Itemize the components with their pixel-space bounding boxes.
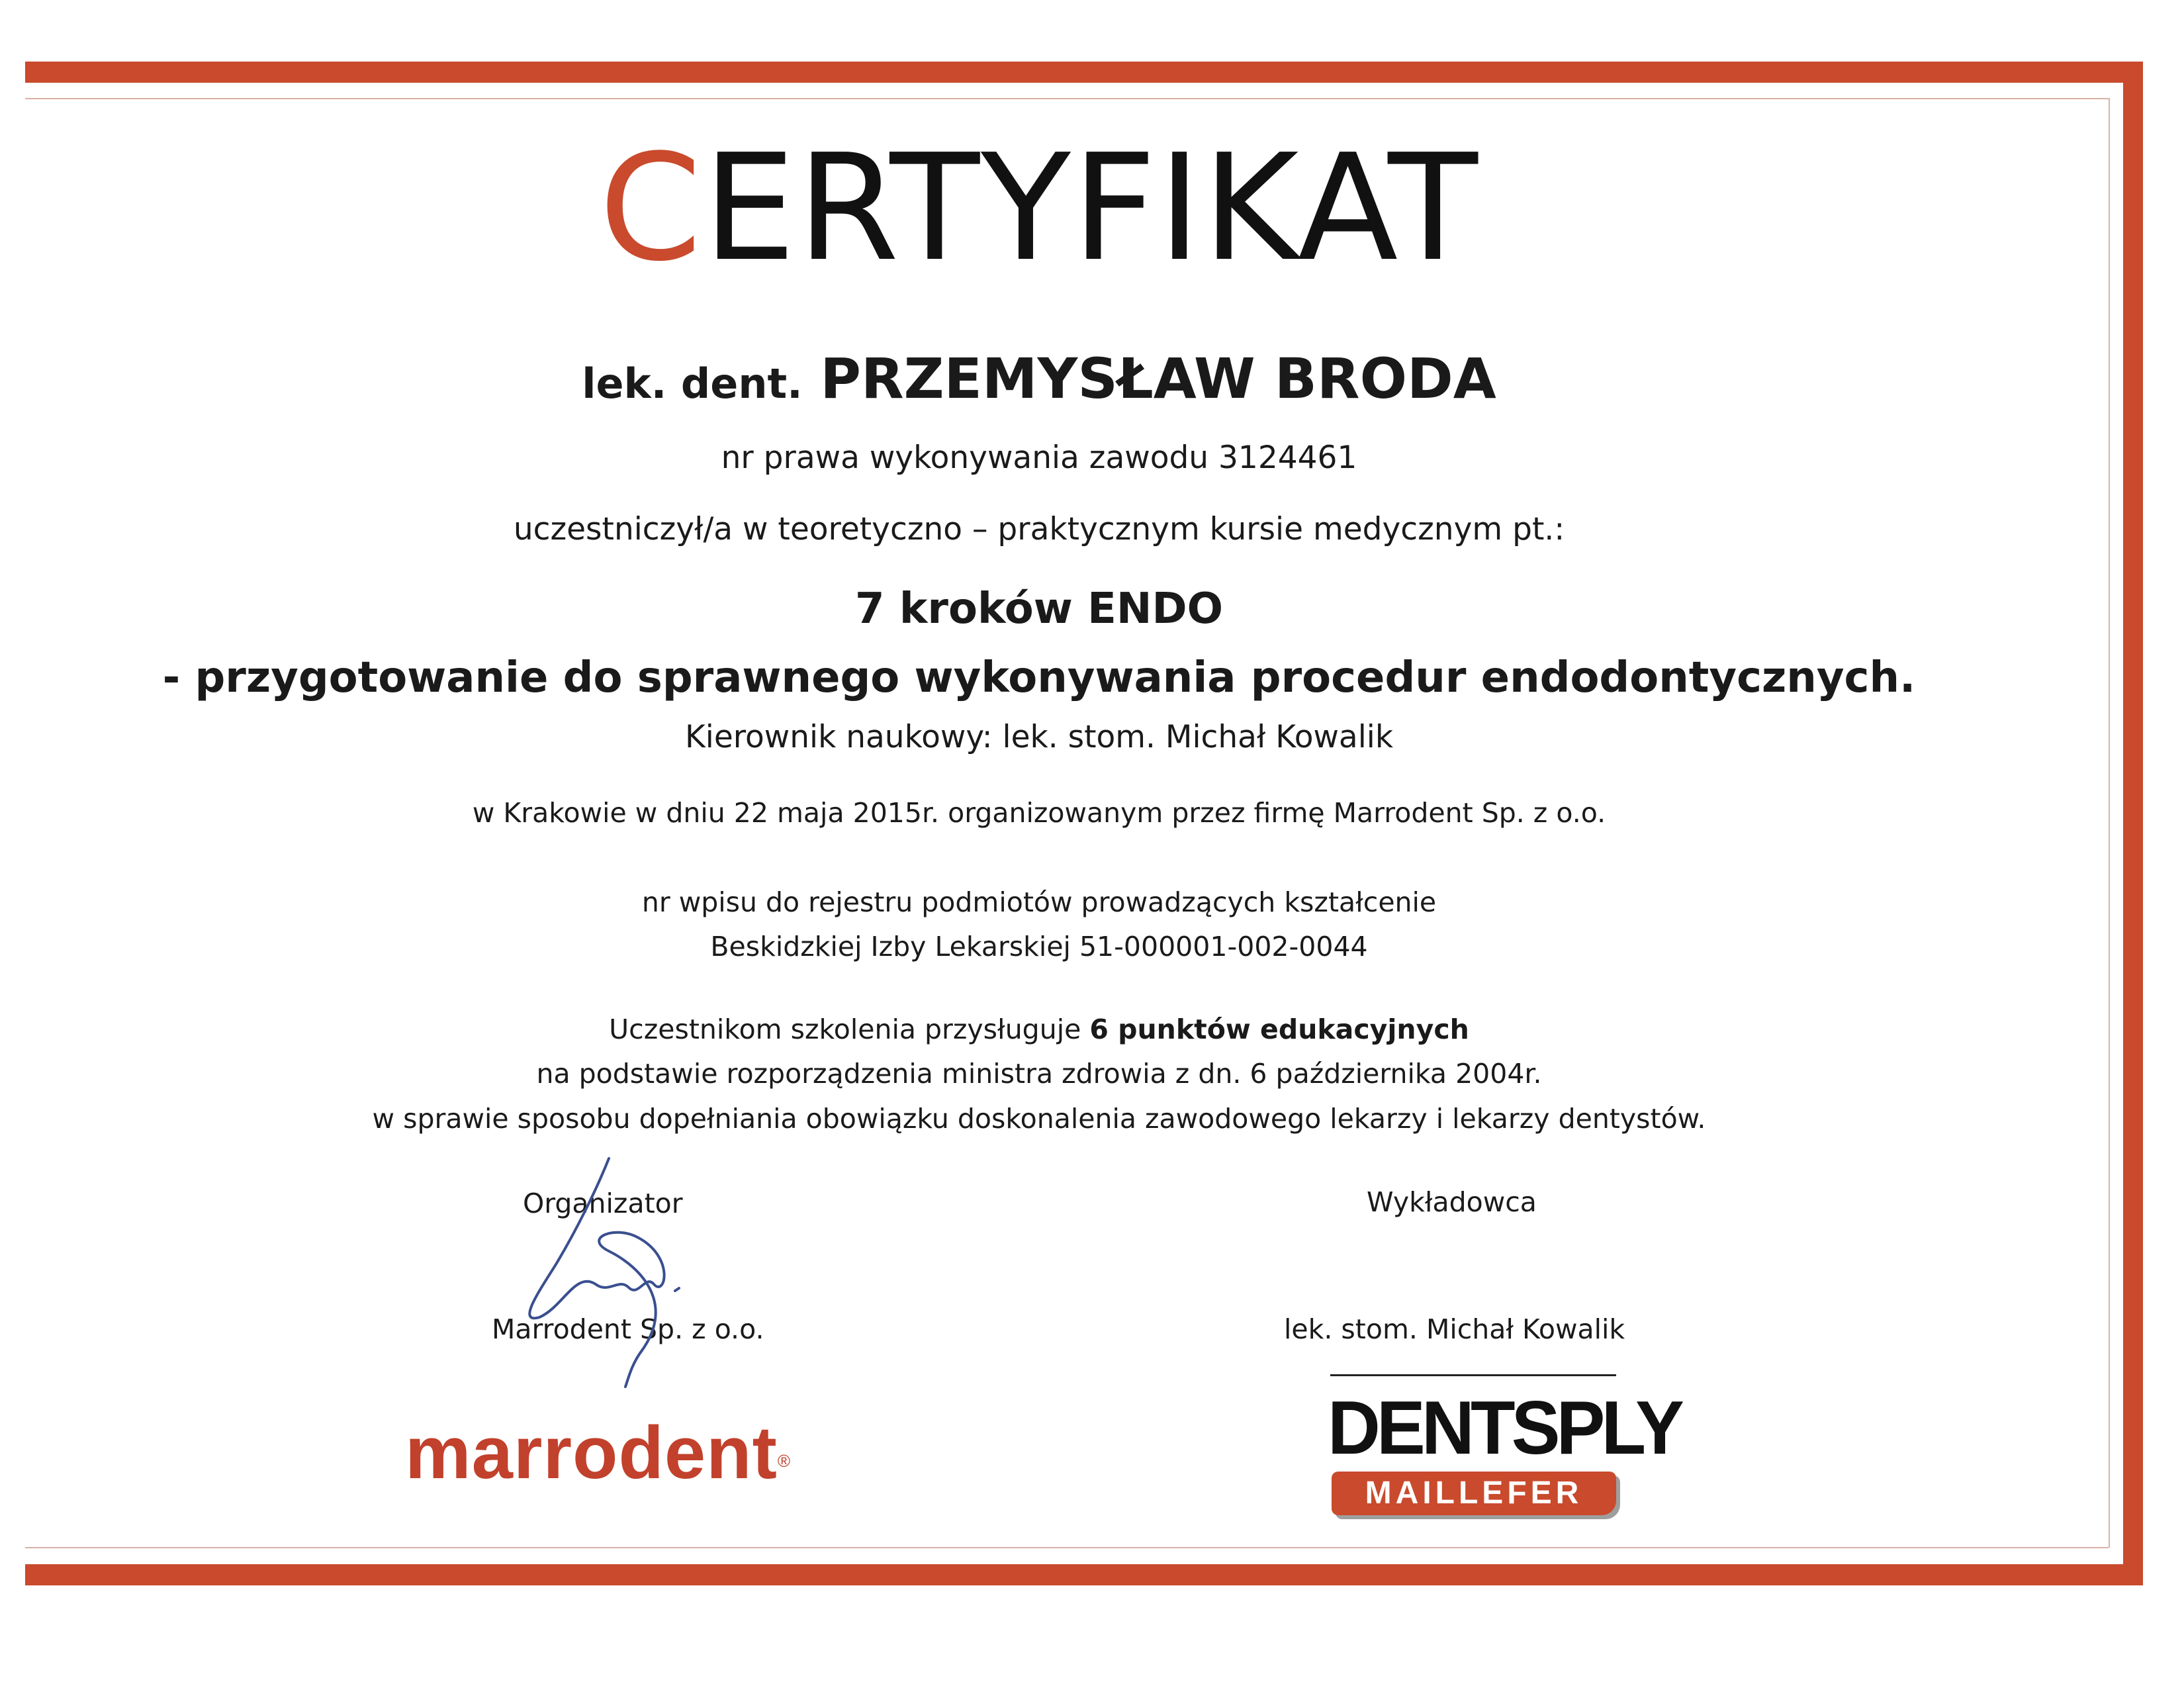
course-title: 7 kroków ENDO — [855, 585, 1223, 633]
title-first-letter: C — [599, 123, 704, 294]
place-date-line: w Krakowie w dniu 22 maja 2015r. organizowanym przez firmę Marrodent Sp. z o.o. — [472, 797, 1606, 829]
registered-mark: ® — [777, 1451, 792, 1471]
maillefer-logo: MAILLEFER — [1332, 1472, 1616, 1515]
certificate-title — [0, 123, 2078, 294]
license-line: nr prawa wykonywania zawodu 3124461 — [721, 440, 1357, 476]
participation-line: uczestniczył/a w teoretyczno – praktycznym kursie medycznym pt.: — [513, 511, 1565, 547]
organizer-signature — [477, 1152, 728, 1390]
organizer-company: Marrodent Sp. z o.o. — [492, 1313, 764, 1345]
recipient-line — [0, 344, 2078, 418]
frame-right-bar — [2123, 62, 2143, 1585]
lecturer-name: lek. stom. Michał Kowalik — [1284, 1313, 1625, 1345]
inner-frame-top — [25, 98, 2109, 99]
dentsply-logo: DENTSPLY — [1328, 1386, 1681, 1470]
scientific-head: Kierownik naukowy: lek. stom. Michał Kowalik — [684, 719, 1394, 755]
lecturer-signature-line — [1330, 1374, 1616, 1376]
organizer-label: Organizator — [523, 1188, 683, 1219]
points-line-1-text: Uczestnikom szkolenia przysługuje — [609, 1013, 1090, 1045]
inner-frame-right — [2109, 98, 2110, 1548]
frame-bottom-bar — [25, 1564, 2143, 1585]
registry-line-2: Beskidzkiej Izby Lekarskiej 51-000001-002-0044 — [710, 931, 1368, 962]
course-subtitle: - przygotowanie do sprawnego wykonywania procedur endodontycznych. — [162, 653, 1916, 702]
points-line-3: w sprawie sposobu dopełniania obowiązku doskonalenia zawodowego lekarzy i lekarzy dentystów. — [372, 1103, 1706, 1135]
title-rest: ERTYFIKAT — [703, 123, 1479, 294]
recipient-name: PRZEMYSŁAW BRODA — [820, 346, 1496, 411]
marrodent-logo-text: marrodent — [405, 1411, 778, 1494]
inner-frame-bottom — [25, 1547, 2109, 1548]
points-line-2: na podstawie rozporządzenia ministra zdrowia z dn. 6 października 2004r. — [536, 1058, 1542, 1090]
frame-top-bar — [25, 62, 2143, 83]
marrodent-logo — [405, 1410, 791, 1496]
recipient-prefix: lek. dent. — [582, 359, 803, 408]
points-highlight: 6 punktów edukacyjnych — [1089, 1013, 1469, 1045]
lecturer-label: Wykładowca — [1367, 1186, 1537, 1218]
registry-line-1: nr wpisu do rejestru podmiotów prowadzących kształcenie — [641, 886, 1437, 918]
points-line-1 — [0, 1011, 2078, 1048]
